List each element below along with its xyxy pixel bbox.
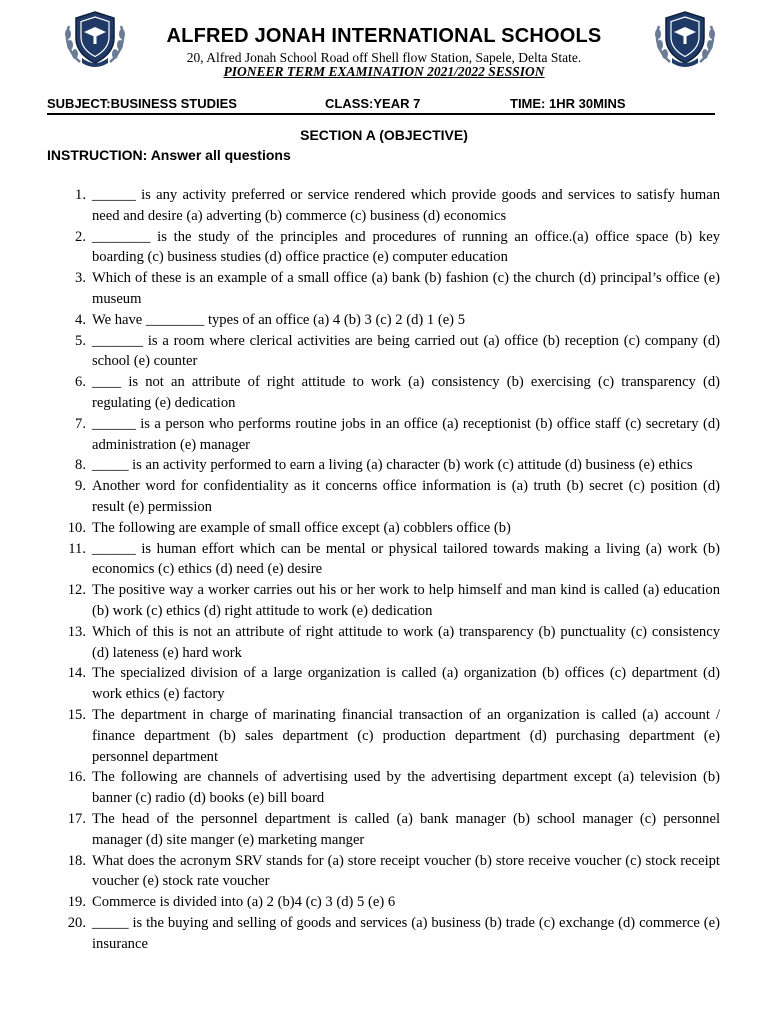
question-text: Another word for confidentiality as it concerns office information is (a) truth (b) secret (c) position (d) result (e) permission <box>92 478 720 515</box>
question-item <box>64 622 720 664</box>
question-number: 5. <box>75 332 86 349</box>
question-item <box>64 851 720 893</box>
question-number: 6. <box>75 374 86 391</box>
time-label: TIME: 1HR 30MINS <box>510 96 626 111</box>
question-text: Which of this is not an attribute of right attitude to work (a) transparency (b) punctuality (c) consistency (d) lateness (e) hard work <box>92 623 720 661</box>
question-item <box>64 476 720 518</box>
section-title: SECTION A (OBJECTIVE) <box>300 127 468 143</box>
question-text: ______ is any activity preferred or service rendered which provide goods and services to satisfy human need and desire (a) adverting (b) commerce (c) business (d) economics <box>92 187 720 224</box>
question-list <box>64 185 720 954</box>
subject-label: SUBJECT:BUSINESS STUDIES <box>47 96 237 111</box>
question-text: The specialized division of a large organization is called (a) organization (b) offices (c) department (d) work ethics (e) factory <box>92 665 720 703</box>
question-item <box>64 185 720 227</box>
question-text: ________ is the study of the principles and procedures of running an office.(a) office space (b) key boarding (c) business studies (d) office practice (e) computer education <box>92 228 720 266</box>
question-text: _____ is an activity performed to earn a living (a) character (b) work (c) attitude (d) business (e) ethics <box>92 457 693 474</box>
class-label: CLASS:YEAR 7 <box>325 96 421 111</box>
question-number: 10. <box>67 519 86 536</box>
question-item <box>64 310 720 331</box>
question-text: The head of the personnel department is called (a) bank manager (b) school manager (c) personnel manager (d) site manger (e) marketing manger <box>92 810 720 848</box>
question-item <box>64 227 720 269</box>
question-item <box>64 767 720 809</box>
question-item <box>64 913 720 955</box>
question-text: ______ is a person who performs routine jobs in an office (a) receptionist (b) office staff (c) secretary (d) administration (e) manager <box>92 415 720 453</box>
question-text: The following are example of small office except (a) cobblers office (b) <box>92 519 511 536</box>
question-number: 18. <box>67 852 86 869</box>
question-item <box>64 539 720 581</box>
question-number: 1. <box>75 187 86 203</box>
question-number: 16. <box>67 769 86 786</box>
question-number: 15. <box>67 706 86 723</box>
question-item <box>64 580 720 622</box>
school-address: 20, Alfred Jonah School Road off Shell flow Station, Sapele, Delta State. <box>186 50 582 65</box>
question-text: _____ is the buying and selling of goods and services (a) business (b) trade (c) exchange (d) commerce (e) insurance <box>92 914 720 952</box>
question-number: 20. <box>67 914 86 931</box>
exam-info-row <box>47 95 715 115</box>
question-number: 14. <box>67 665 86 682</box>
question-item <box>64 705 720 767</box>
question-number: 8. <box>75 457 86 474</box>
question-item <box>64 372 720 414</box>
question-item <box>64 518 720 539</box>
question-number: 12. <box>67 582 86 599</box>
question-text: What does the acronym SRV stands for (a) store receipt voucher (b) store receive voucher (c) stock receipt voucher (e) stock rate voucher <box>92 852 720 890</box>
question-text: ____ is not an attribute of right attitude to work (a) consistency (b) exercising (c) transparency (d) regulating (e) dedication <box>92 374 720 411</box>
question-text: Commerce is divided into (a) 2 (b)4 (c) 3 (d) 5 (e) 6 <box>92 894 396 911</box>
question-text: Which of these is an example of a small office (a) bank (b) fashion (c) the church (d) principal’s office (e) museum <box>92 270 720 307</box>
question-number: 11. <box>68 540 86 557</box>
question-item <box>64 892 720 913</box>
question-item <box>64 414 720 456</box>
question-text: _______ is a room where clerical activities are being carried out (a) office (b) reception (c) company (d) school (e) counter <box>92 332 720 370</box>
question-number: 19. <box>67 894 86 911</box>
question-text: The department in charge of marinating financial transaction of an organization is called (a) account / finance department (b) sales department (c) production department (d) purchasing department (e) personnel department <box>92 706 720 765</box>
question-item <box>64 331 720 373</box>
question-number: 9. <box>75 478 86 495</box>
question-item <box>64 663 720 705</box>
question-number: 7. <box>75 415 86 432</box>
question-text: The positive way a worker carries out his or her work to help himself and man kind is called (a) education (b) work (c) ethics (d) right attitude to work (e) dedication <box>92 582 720 619</box>
school-name: ALFRED JONAH INTERNATIONAL SCHOOLS <box>166 25 602 47</box>
question-number: 2. <box>75 228 86 245</box>
question-item <box>64 268 720 310</box>
exam-session: PIONEER TERM EXAMINATION 2021/2022 SESSION <box>223 64 545 79</box>
question-number: 4. <box>75 311 86 328</box>
question-item <box>64 809 720 851</box>
question-text: ______ is human effort which can be mental or physical tailored towards making a living (a) work (b) economics (c) ethics (d) need (e) desire <box>92 540 720 578</box>
instruction: INSTRUCTION: Answer all questions <box>47 147 291 163</box>
question-text: The following are channels of advertising used by the advertising department except (a) television (b) banner (c) radio (d) books (e) bill board <box>92 769 720 807</box>
question-number: 13. <box>67 623 86 640</box>
question-item <box>64 455 720 476</box>
question-number: 3. <box>75 270 86 287</box>
question-number: 17. <box>67 810 86 827</box>
question-text: We have ________ types of an office (a) 4 (b) 3 (c) 2 (d) 1 (e) 5 <box>92 311 465 328</box>
